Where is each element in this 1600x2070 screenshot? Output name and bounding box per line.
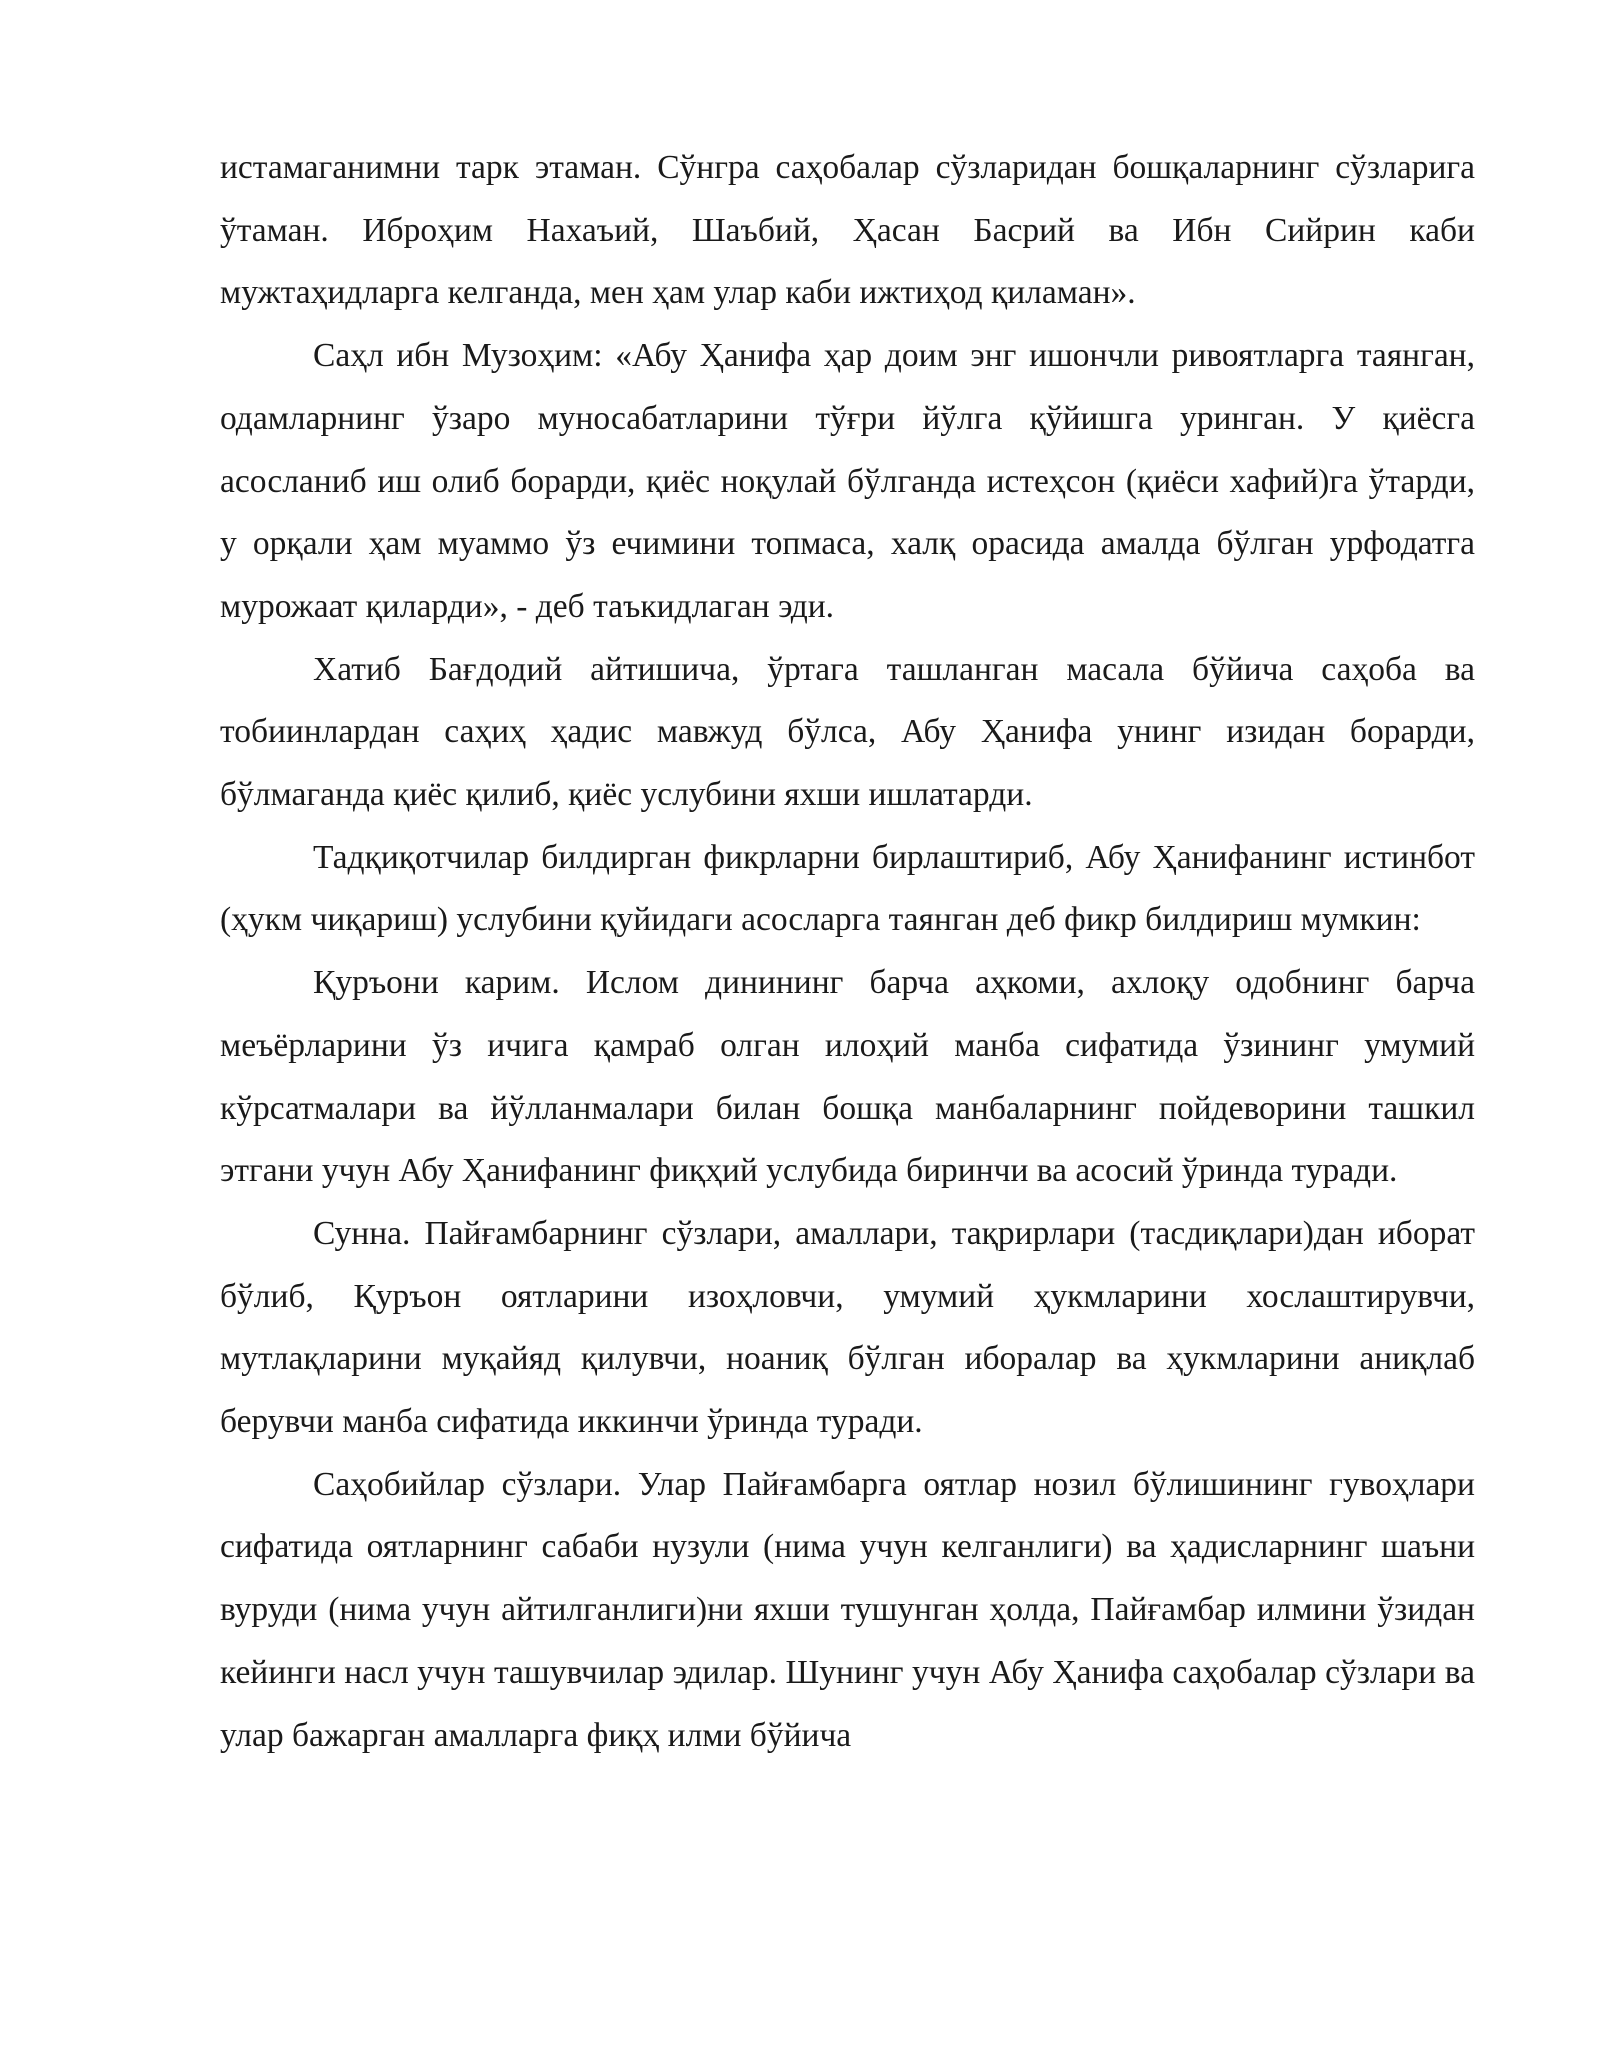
paragraph-khatib-baghdodi: Хатиб Бағдодий айтишича, ўртага ташланган масала бўйича саҳоба ва тобиинлардан саҳиҳ ҳадис мавжуд бўлса, Абу Ҳанифа унинг изидан борарди, бўлмаганда қиёс қилиб, қиёс услубини яхши ишлатарди. <box>220 650 1475 814</box>
paragraph-researchers: Тадқиқотчилар билдирган фикрларни бирлаштириб, Абу Ҳанифанинг истинбот (ҳукм чиқариш) услубини қуйидаги асосларга таянган деб фикр билдириш мумкин: <box>220 838 1475 939</box>
paragraph-quran: Қуръони карим. Ислом динининг барча аҳкоми, ахлоқу одобнинг барча меъёрларини ўз ичига қамраб олган илоҳий манба сифатида ўзининг умумий кўрсатмалари ва йўлланмалари билан бошқа манбаларнинг пойдеворини ташкил этгани учун Абу Ҳанифанинг фиқҳий услубида биринчи ва асосий ўринда туради. <box>220 964 1475 1190</box>
paragraph-continuation: истамаганимни тарк этаман. Сўнгра саҳобалар сўзларидан бошқаларнинг сўзларига ўтаман. Иброҳим Нахаъий, Шаъбий, Ҳасан Басрий ва Ибн Сийрин каби мужтаҳидларга келганда, мен ҳам улар каби ижтиҳод қиламан». <box>220 149 1475 312</box>
paragraph-sahobiylar: Саҳобийлар сўзлари. Улар Пайғамбарга оятлар нозил бўлишининг гувоҳлари сифатида оятларнинг сабаби нузули (нима учун келганлиги) ва ҳадисларнинг шаъни вуруди (нима учун айтилганлиги)ни яхши тушунган ҳолда, Пайғамбар илмини ўзидан кейинги насл учун ташувчилар эдилар. Шунинг учун Абу Ҳанифа саҳобалар сўзлари ва улар бажарган амалларга фиқҳ илми бўйича <box>220 1465 1475 1754</box>
paragraph-sahl-ibn-muzohim: Саҳл ибн Музоҳим: «Абу Ҳанифа ҳар доим энг ишончли ривоятларга таянган, одамларнинг ўзаро муносабатларини тўғри йўлга қўйишга уринган. У қиёсга асосланиб иш олиб борарди, қиёс ноқулай бўлганда истеҳсон (қиёси хафий)га ўтарди, у орқали ҳам муаммо ўз ечимини топмаса, халқ орасида амалда бўлган урфодатга мурожаат қиларди», - деб таъкидлаган эди. <box>220 337 1475 625</box>
paragraph-sunna: Сунна. Пайғамбарнинг сўзлари, амаллари, тақрирлари (тасдиқлари)дан иборат бўлиб, Қуръон оятларини изоҳловчи, умумий ҳукмларини хослаштирувчи, мутлақларини муқайяд қилувчи, ноаниқ бўлган иборалар ва ҳукмларини аниқлаб берувчи манба сифатида иккинчи ўринда туради. <box>220 1214 1475 1441</box>
document-page <box>220 137 1475 1767</box>
